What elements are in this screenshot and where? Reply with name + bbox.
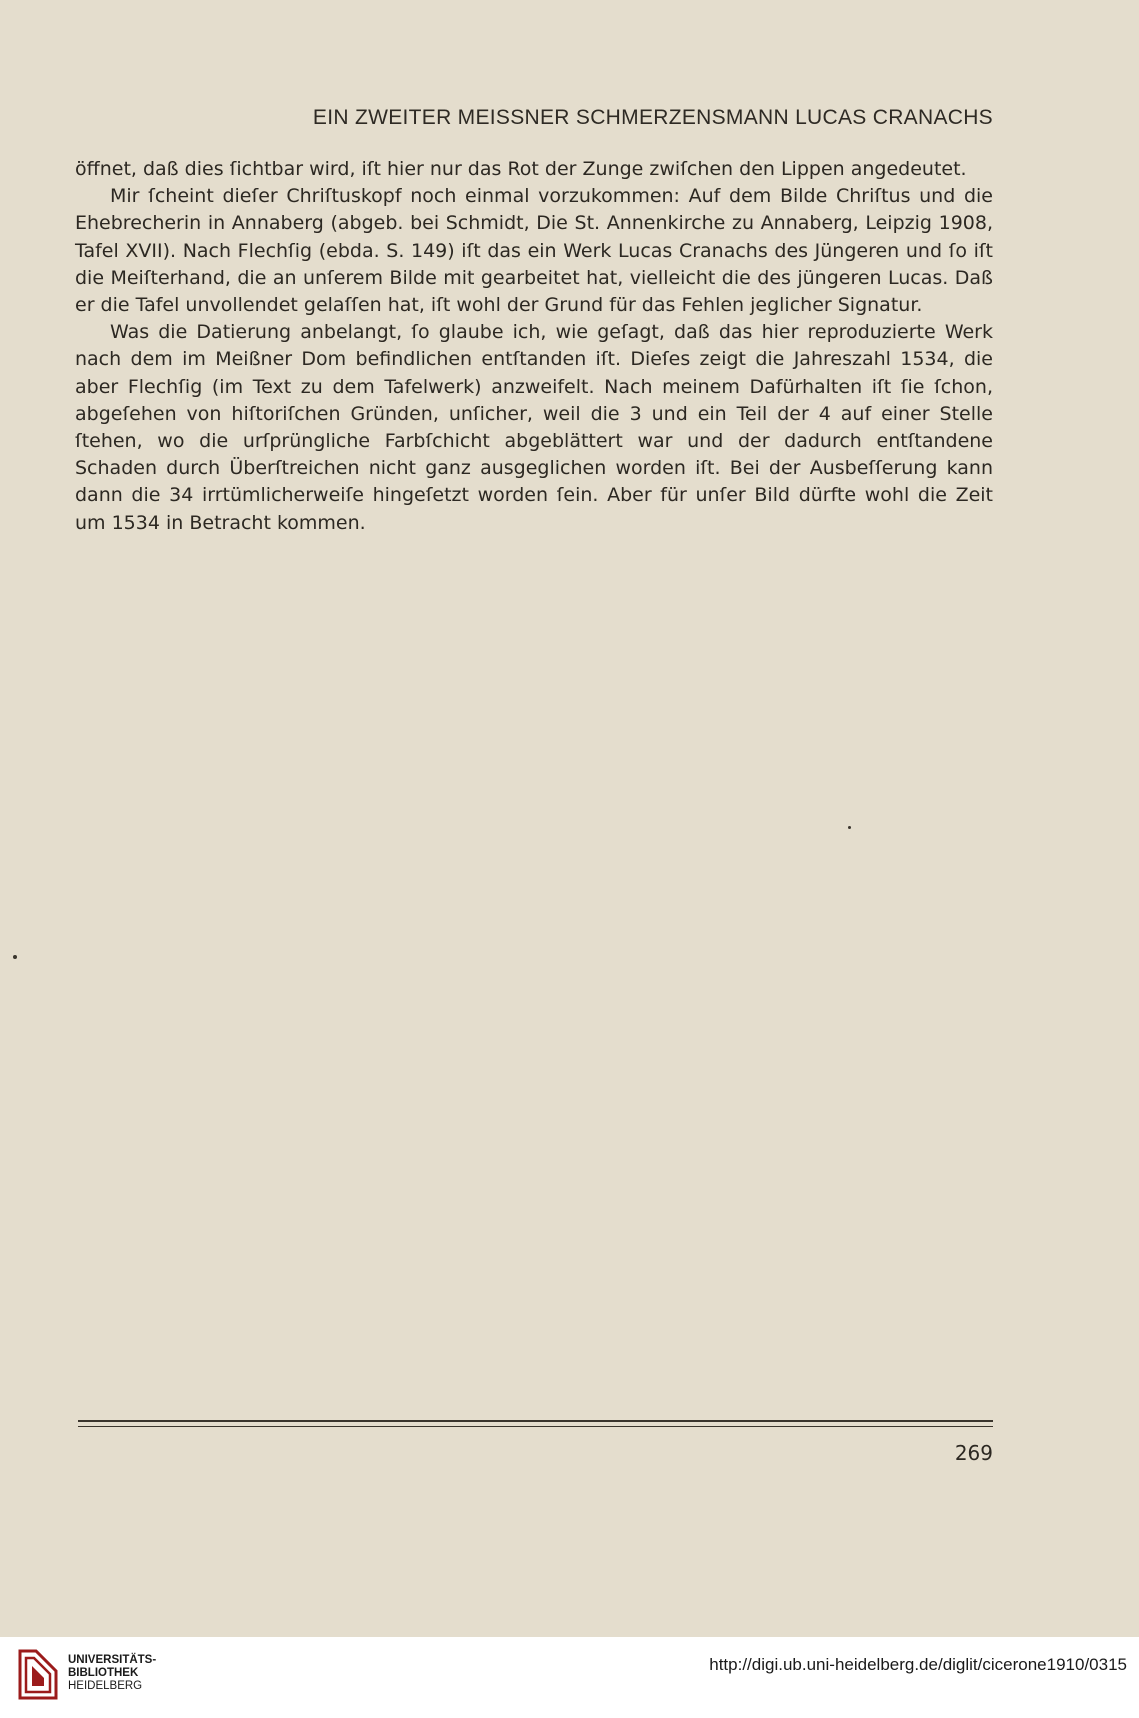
body-text — [75, 156, 993, 537]
footer-rule-thin — [78, 1426, 993, 1427]
paper-speck — [13, 955, 17, 959]
library-name — [68, 1654, 156, 1693]
digitization-footer — [0, 1637, 1139, 1718]
paper-speck — [848, 826, 851, 829]
paragraph-2: Mir ſcheint dieſer Chriſtuskopf noch einmal vorzukommen: Auf dem Bilde Chriſtus und die Ehebrecherin in Annaberg (abgeb. bei Schmidt, Die St. Annenkirche zu Annaberg, Leipzig 1908, Tafel XVII). Nach Flechſig (ebda. S. 149) iſt das ein Werk Lucas Cranachs des Jüngeren und ſo iſt die Meiſterhand, die an unſerem Bilde mit gearbeitet hat, vielleicht die des jüngeren Lucas. Daß er die Tafel unvollendet gelaſſen hat, iſt wohl der Grund für das Fehlen jeglicher Signatur. — [75, 185, 993, 317]
source-url-link[interactable]: http://digi.ub.uni-heidelberg.de/diglit/cicerone1910/0315 — [709, 1655, 1127, 1674]
library-name-line-2: BIBLIOTHEK — [68, 1667, 139, 1679]
library-name-line-1: UNIVERSITÄTS- — [68, 1654, 157, 1666]
page-number: 269 — [954, 1441, 993, 1465]
running-head: EIN ZWEITER MEISSNER SCHMERZENSMANN LUCAS CRANACHS — [312, 106, 993, 129]
paragraph-1: öffnet, daß dies ſichtbar wird, iſt hier nur das Rot der Zunge zwiſchen den Lippen angedeutet. — [75, 158, 967, 180]
paragraph-3: Was die Datierung anbelangt, ſo glaube ich, wie geſagt, daß das hier reproduzierte Werk nach dem im Meißner Dom befindlichen entſtanden iſt. Dieſes zeigt die Jahreszahl 1534, die aber Flechſig (im Text zu dem Tafelwerk) anzweifelt. Nach meinem Dafürhalten iſt ſie ſchon, abgeſehen von hiſtoriſchen Gründen, unſicher, weil die 3 und ein Teil der 4 auf einer Stelle ſtehen, wo die urſprüngliche Farbſchicht abgeblättert war und der dadurch entſtandene Schaden durch Überſtreichen nicht ganz ausgeglichen worden iſt. Bei der Ausbeſſerung kann dann die 34 irrtümlicherweiſe hingeſetzt worden ſein. Aber für unſer Bild dürfte wohl die Zeit um 1534 in Betracht kommen. — [75, 321, 993, 534]
library-name-line-3: HEIDELBERG — [68, 1680, 143, 1692]
library-seal-icon — [16, 1646, 61, 1703]
footer-rule-thick — [78, 1420, 993, 1422]
